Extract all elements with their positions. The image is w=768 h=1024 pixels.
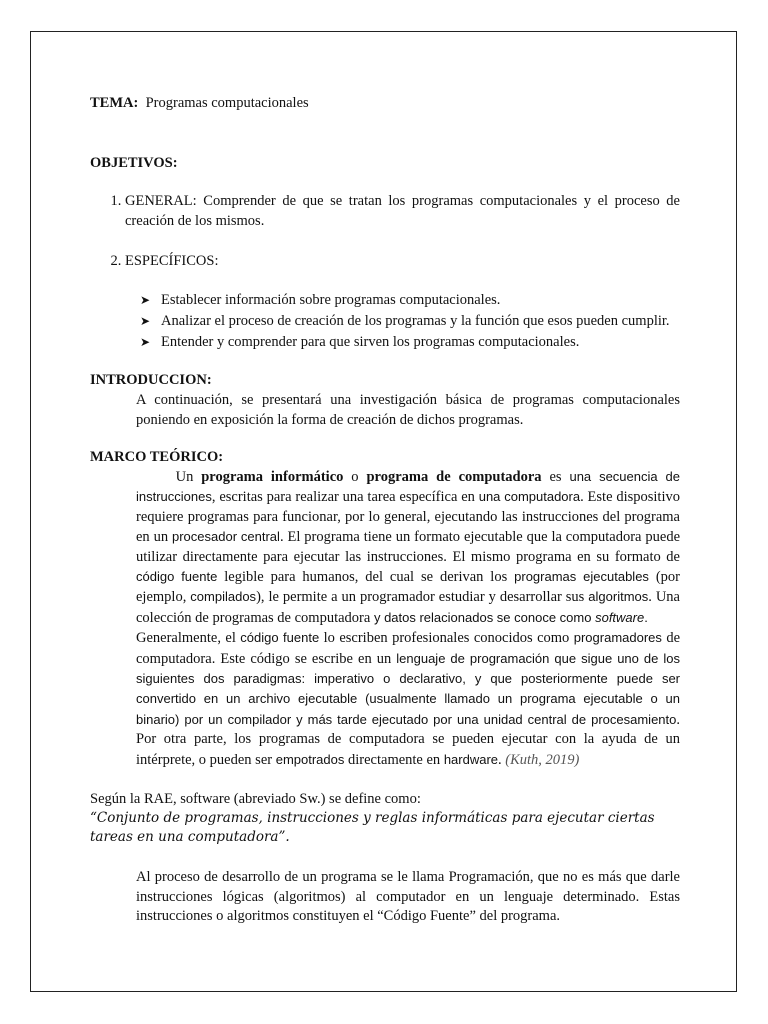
text-run: . bbox=[498, 751, 506, 768]
citation: (Kuth, 2019) bbox=[505, 751, 580, 768]
text-run: (por ejemplo, bbox=[136, 569, 680, 606]
tema-label: TEMA: bbox=[90, 95, 139, 111]
text-run: programadores bbox=[573, 630, 662, 646]
list-item bbox=[140, 290, 680, 311]
final-paragraph: Al proceso de desarrollo de un programa se le llama Programación, que no es más que darle instrucciones lógicas (algoritmos) al computador en un lenguaje determinado. Estas instrucciones o algoritmos constituyen el “Código Fuente” del programa. bbox=[136, 869, 680, 925]
arrow-bullet-icon: ➤ bbox=[140, 314, 151, 328]
text-run: software bbox=[595, 609, 645, 625]
text-run: , escritas para realizar una tarea específica en bbox=[211, 489, 479, 506]
text-run: . Este dispositivo requiere programas para funcionar, por lo general, ejecutando las instrucciones del programa en un bbox=[136, 489, 680, 546]
text-run: o bbox=[343, 469, 367, 485]
text-run: es bbox=[541, 469, 570, 485]
text-run: procesador central bbox=[171, 529, 280, 545]
text-run: . bbox=[644, 609, 648, 625]
list-item bbox=[140, 311, 680, 332]
especificos-list bbox=[90, 290, 680, 353]
bold-term: programa de computadora bbox=[366, 469, 542, 485]
text-run: de computadora. Este código se escribe en un bbox=[136, 630, 681, 667]
document-body bbox=[90, 93, 680, 927]
bullet-text: Analizar el proceso de creación de los programas y la función que esos pueden cumplir. bbox=[161, 313, 670, 329]
arrow-bullet-icon: ➤ bbox=[140, 293, 151, 307]
arrow-bullet-icon: ➤ bbox=[140, 335, 151, 349]
text-run: empotrados bbox=[275, 751, 345, 767]
bullet-text: Entender y comprender para que sirven los programas computacionales. bbox=[161, 334, 580, 350]
text-run: compilados bbox=[190, 589, 257, 605]
list-item bbox=[140, 332, 680, 353]
objetivos-list bbox=[90, 191, 680, 271]
bullet-text: Establecer información sobre programas computacionales. bbox=[161, 292, 501, 308]
rae-intro: Según la RAE, software (abreviado Sw.) se define como: bbox=[90, 791, 421, 808]
marco-paragraph-1 bbox=[136, 467, 680, 770]
text-run: . El programa tiene un formato ejecutable que la computadora puede utilizar directamente para ejecutar las instrucciones. El mismo programa en su formato de bbox=[136, 529, 681, 565]
text-run: Un bbox=[175, 469, 202, 485]
tema-line bbox=[90, 93, 680, 113]
text-run: código fuente bbox=[136, 569, 218, 585]
text-run: programas ejecutables bbox=[514, 569, 649, 585]
marco-teorico-heading: MARCO TEÓRICO: bbox=[90, 449, 224, 465]
text-run: Generalmente, el bbox=[136, 630, 241, 647]
text-run: . Una colección de programas de computadora bbox=[136, 589, 680, 626]
text-run: una secuencia de instrucciones bbox=[136, 469, 680, 505]
objetivo-especificos: 2. ESPECÍFICOS: bbox=[125, 251, 680, 271]
text-run: algoritmos bbox=[588, 589, 649, 605]
text-run: legible para humanos, del cual se derivan los bbox=[217, 569, 515, 586]
bold-term: programa informático bbox=[201, 469, 344, 485]
tema-value: Programas computacionales bbox=[145, 95, 309, 111]
introduccion-text: A continuación, se presentará una investigación básica de programas computacionales poniendo en exposición la forma de creación de dichos programas. bbox=[136, 392, 680, 428]
text-run: lo escriben profesionales conocidos como bbox=[319, 630, 574, 647]
objetivo-general: 1. GENERAL: Comprender de que se tratan los programas computacionales y el proceso de creación de los mismos. bbox=[125, 191, 680, 231]
text-run: . Por otra parte, los programas de computadora se pueden ejecutar con la ayuda de un intérprete, o pueden ser bbox=[136, 711, 680, 768]
text-run: lenguaje de programación que sigue uno de los siguientes dos paradigmas: imperativo o declarativo, y que posteriormente puede ser convertido en un archivo ejecutable (usualmente llamado un programa ejecutable o un binario) por un compilador y más tarde ejecutado por una unidad central de procesamiento bbox=[136, 650, 680, 727]
objetivos-heading: OBJETIVOS: bbox=[90, 155, 178, 171]
rae-quote: “Conjunto de programas, instrucciones y reglas informáticas para ejecutar ciertas tareas en una computadora”. bbox=[90, 810, 655, 846]
text-run: directamente en bbox=[344, 751, 444, 768]
text-run: código fuente bbox=[240, 630, 320, 646]
text-run: ), le permite a un programador estudiar y desarrollar sus bbox=[256, 589, 589, 606]
text-run: hardware bbox=[443, 751, 499, 767]
text-run: una computadora bbox=[478, 489, 581, 505]
text-run: y datos relacionados se conoce como bbox=[373, 609, 596, 625]
introduccion-heading: INTRODUCCION: bbox=[90, 372, 212, 388]
